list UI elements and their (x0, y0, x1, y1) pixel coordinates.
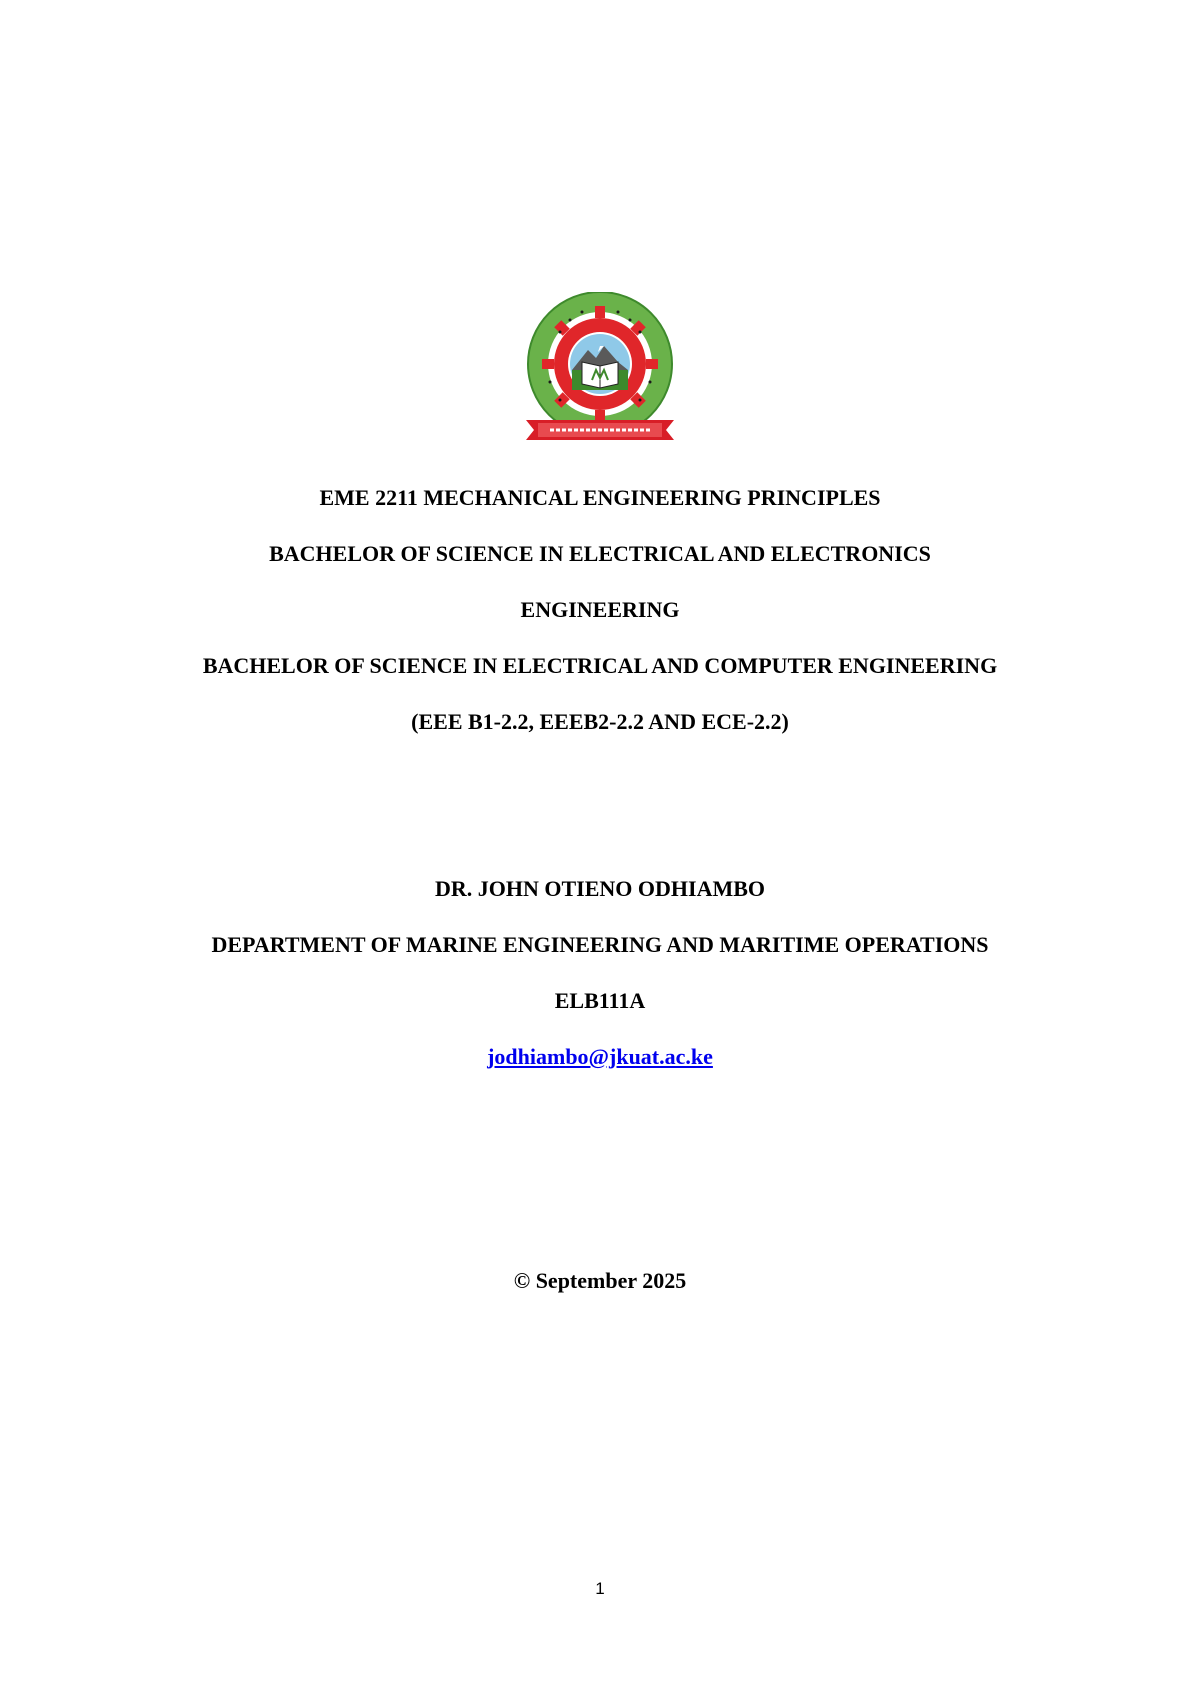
page-number: 1 (595, 1579, 605, 1598)
programme-1-line-2: ENGINEERING (520, 597, 680, 622)
copyright-date: © September 2025 (513, 1268, 687, 1293)
course-title: EME 2211 MECHANICAL ENGINEERING PRINCIPLES (319, 485, 881, 510)
programme-2: BACHELOR OF SCIENCE IN ELECTRICAL AND COMPUTER ENGINEERING (202, 653, 998, 678)
author-office: ELB111A (554, 988, 646, 1013)
author-email-link[interactable]: jodhiambo@jkuat.ac.ke (487, 1044, 713, 1069)
author-department: DEPARTMENT OF MARINE ENGINEERING AND MARITIME OPERATIONS (211, 932, 989, 957)
author-name: DR. JOHN OTIENO ODHIAMBO (434, 876, 766, 901)
programme-1-line-1: BACHELOR OF SCIENCE IN ELECTRICAL AND ELECTRONICS (269, 541, 931, 566)
university-crest-logo (520, 292, 680, 452)
class-groups: (EEE B1-2.2, EEEB2-2.2 AND ECE-2.2) (411, 709, 789, 734)
author-email-line (0, 1042, 1200, 1072)
